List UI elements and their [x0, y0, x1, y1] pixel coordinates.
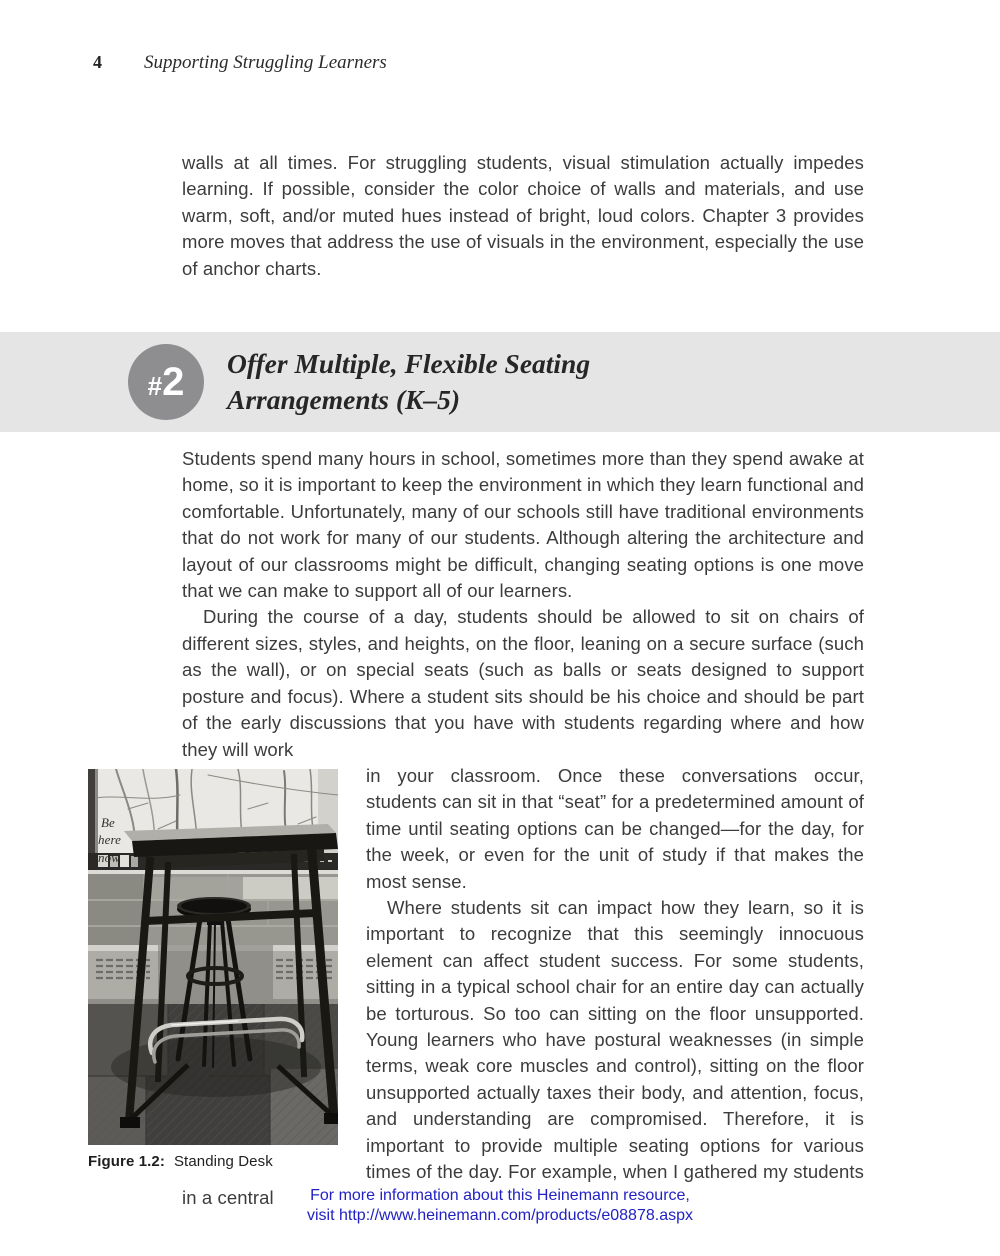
- paragraph-during-course: During the course of a day, students should be allowed to sit on chairs of different sizes, styles, and heights, on the floor, leaning on a secure surface (such as the wall), or on special seats (such as balls or seats designed to support posture and focus). Where a student sits should be his choice and should be part of the early discussions that you have with students regarding where and how they will work: [182, 606, 864, 760]
- figure-standing-desk: [88, 769, 338, 1171]
- running-header: [93, 52, 387, 74]
- svg-text:here: here: [98, 831, 122, 847]
- section-title: [227, 346, 590, 418]
- page-content: [0, 150, 1000, 1212]
- paragraph-where-students-sit: Where students sit can impact how they learn, so it is important to recognize that this seemingly innocuous element can affect student success. For some students, sitting in a typical school chair for an entire day can actually be torturous. So too can sitting on the floor unsupported. Young learners who have postural weaknesses (in simple terms, weak core muscles and control), sitting on the floor unsupported actually taxes their body, and attention, focus, and understanding are compromised. Therefore, it is important to provide multiple seating options for various times of the day. For example, when I gathered my students in a central: [182, 896, 864, 1209]
- section-title-line2: Arrangements (K–5): [227, 384, 461, 416]
- standing-desk-photo: [88, 769, 338, 1145]
- intro-paragraph: walls at all times. For struggling students, visual stimulation actually impedes learning. If possible, consider the color choice of walls and materials, and use warm, soft, and/or muted hues instead of bright, loud colors. Chapter 3 provides more moves that address the use of visuals in the environment, especially the use of anchor charts.: [182, 152, 864, 279]
- footer-info-line: For more information about this Heinemann resource,: [310, 1187, 690, 1204]
- paragraph-seating-intro: Students spend many hours in school, sometimes more than they spend awake at home, so it is important to keep the environment in which they learn functional and comfortable. Unfortunately, many of our schools still have traditional environments that do not work for many of our students. Although altering the architecture and layout of our classrooms might be difficult, changing seating options is one move that we can make to support all of our learners.: [182, 448, 864, 602]
- section-number-badge: [128, 344, 204, 420]
- figure-label: Figure 1.2:: [88, 1152, 165, 1170]
- running-title: Supporting Struggling Learners: [144, 52, 387, 73]
- paragraph-classroom-continued: in your classroom. Once these conversations occur, students can sit in that “seat” for a predetermined amount of time until seating options can be changed—for the day, for the week, or even for the unit of study if that makes the most sense.: [366, 764, 864, 892]
- svg-text:Be: Be: [101, 814, 115, 830]
- heinemann-footer: [0, 1186, 1000, 1225]
- page-number: 4: [93, 52, 102, 72]
- figure-text-block: [88, 763, 864, 1212]
- figure-caption-text: Standing Desk: [173, 1152, 273, 1170]
- section-banner: [0, 332, 1000, 432]
- section-title-line1: Offer Multiple, Flexible Seating: [227, 348, 591, 380]
- svg-text:now: now: [98, 849, 120, 865]
- footer-url-line[interactable]: visit http://www.heinemann.com/products/e08878.aspx: [307, 1206, 693, 1224]
- section-number-text: #2: [147, 359, 185, 404]
- figure-caption: [88, 1152, 338, 1171]
